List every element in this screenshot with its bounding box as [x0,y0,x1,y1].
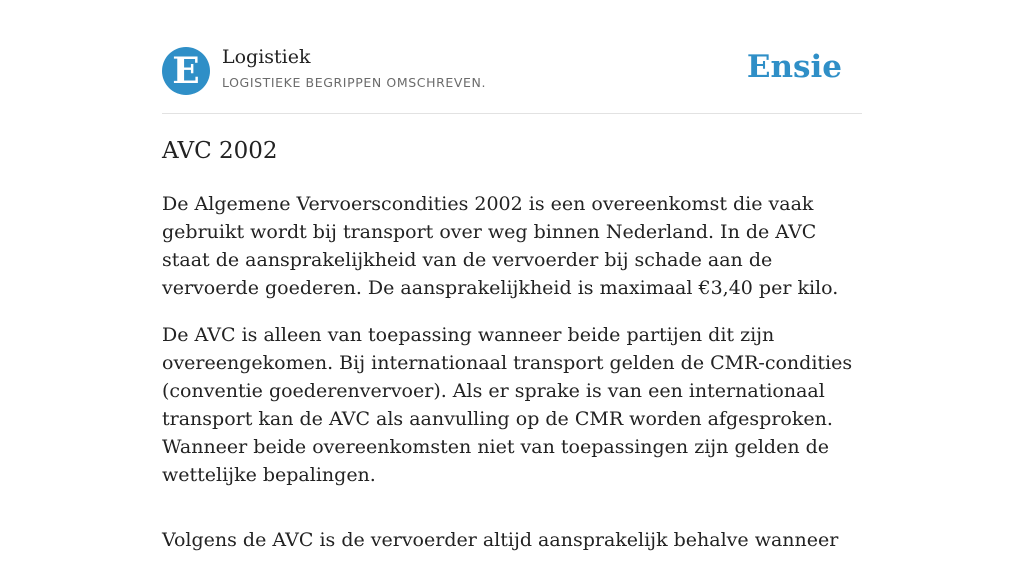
brand-logo[interactable]: Ensie [746,49,842,85]
article-paragraph: De Algemene Vervoerscondities 2002 is een overeenkomst die vaak gebruikt wordt bij transport over weg binnen Nederland. In de AVC staat de aansprakelijkheid van de vervoerder bij schade aan de vervoerde goederen. De aansprakelijkheid is maximaal €3,40 per kilo. [162,193,839,299]
article-paragraph: Volgens de AVC is de vervoerder altijd aansprakelijk behalve wanneer [162,529,839,551]
site-title[interactable]: Logistiek [222,46,311,68]
article-paragraph: De AVC is alleen van toepassing wanneer beide partijen dit zijn overeengekomen. Bij internationaal transport gelden de CMR-condities (conventie goederenvervoer). Als er sprake is van een internationaal transport kan de AVC als aanvulling op de CMR worden afgesproken. Wanneer beide overeenkomsten niet van toepassingen zijn gelden de wettelijke bepalingen. [162,324,853,486]
article-body [162,190,866,573]
article-title: AVC 2002 [162,138,278,164]
site-logo[interactable]: E [162,47,210,95]
site-header [162,0,862,114]
page [162,0,862,551]
site-subtitle: LOGISTIEKE BEGRIPPEN OMSCHREVEN. [222,75,487,90]
